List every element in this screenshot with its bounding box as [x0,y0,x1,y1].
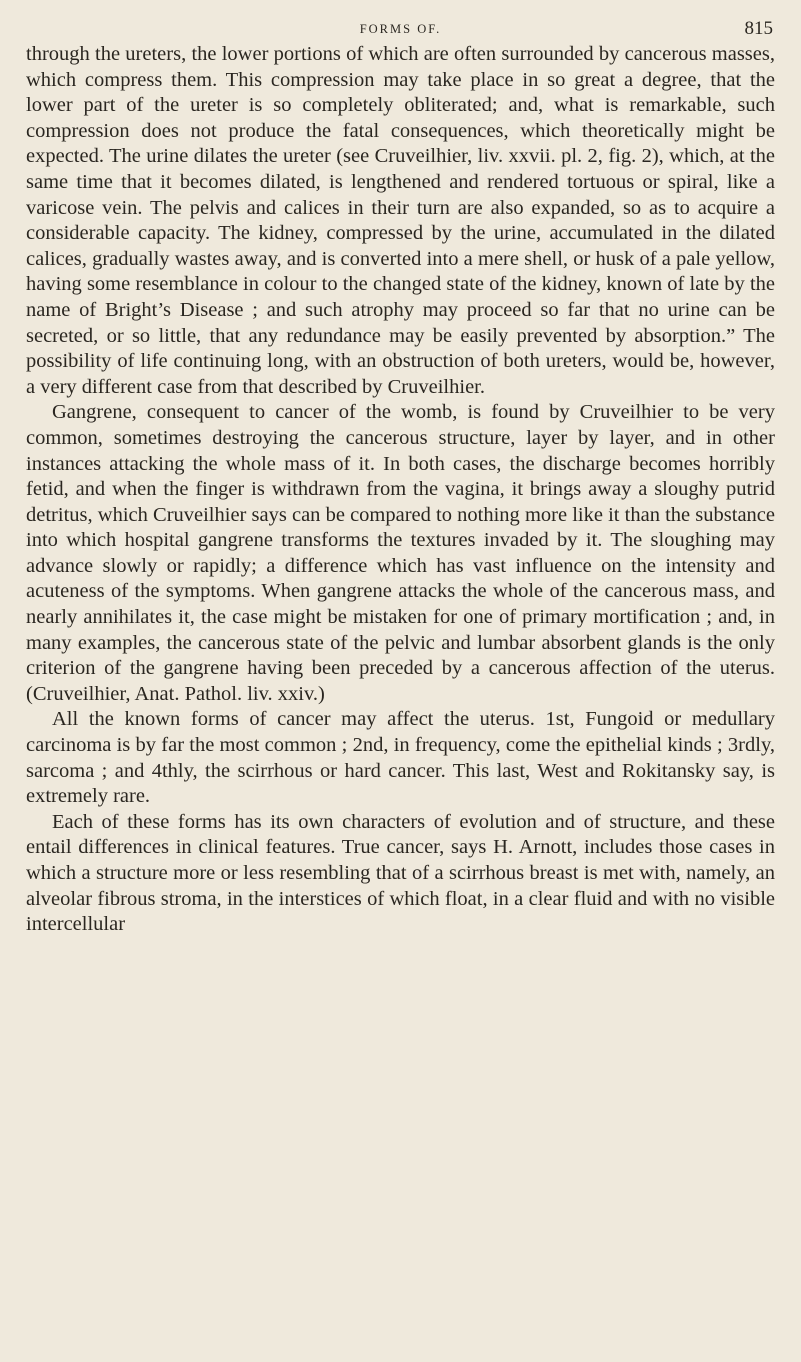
running-title: FORMS OF. [359,22,442,36]
body-text [26,42,775,938]
page-number: 815 [744,18,773,39]
running-head [26,10,775,40]
paragraph-characters: Each of these forms has its own characters of evolution and of structure, and these entail differences in clinical features. True cancer, says H. Arnott, includes those cases in which a structure more or less resembling that of a scirrhous breast is met with, namely, an alveolar fibrous stroma, in the interstices of which float, in a clear fluid and with no visible intercellular [26,810,775,936]
paragraph-gangrene: Gangrene, consequent to cancer of the womb, is found by Cruveilhier to be very common, sometimes destroying the cancerous structure, layer by layer, and in other instances attacking the whole mass of it. In both cases, the discharge becomes horribly fetid, and when the finger is withdrawn from the vagina, it brings away a sloughy putrid detritus, which Cruveilhier says can be compared to nothing more like it than the substance into which hospital gangrene transforms the textures invaded by it. The sloughing may advance slowly or rapidly; a difference which has vast influence on the intensity and acuteness of the symptoms. When gangrene attacks the whole of the cancerous mass, and nearly annihilates it, the case might be mistaken for one of primary mortification ; and, in many examples, the cancerous state of the pelvic and lumbar absorbent glands is the only criterion of the gangrene having been preceded by a cancerous affection of the uterus. (Cruveilhier, Anat. Pathol. liv. xxiv.) [26,401,775,705]
paragraph-forms-of-cancer: All the known forms of cancer may affect the uterus. 1st, Fungoid or medullary carcinoma is by far the most common ; 2nd, in frequency, come the epithelial kinds ; 3rdly, sarcoma ; and 4thly, the scirrhous or hard cancer. This last, West and Rokitansky say, is extremely rare. [26,708,775,808]
paragraph-ureters: through the ureters, the lower portions of which are often surrounded by cancerous masses, which compress them. This compression may take place in so great a degree, that the lower part of the ureter is so completely obliterated; and, what is remarkable, such compression does not produce the fatal consequences, which theoretically might be expected. The urine dilates the ureter (see Cruveilhier, liv. xxvii. pl. 2, fig. 2), which, at the same time that it becomes dilated, is lengthened and rendered tortuous or spiral, like a varicose vein. The pelvis and calices in their turn are also expanded, so as to acquire a considerable capacity. The kidney, compressed by the urine, accumulated in the dilated calices, gradually wastes away, and is converted into a mere shell, or husk of a pale yellow, having some resemblance in colour to the changed state of the kidney, known of late by the name of Bright’s Disease ; and such atrophy may proceed so far that no urine can be secreted, or so little, that any redundance may be easily prevented by absorption.” The possibility of life continuing long, with an obstruction of both ureters, would be, however, a very different case from that described by Cruveilhier. [26,43,775,398]
